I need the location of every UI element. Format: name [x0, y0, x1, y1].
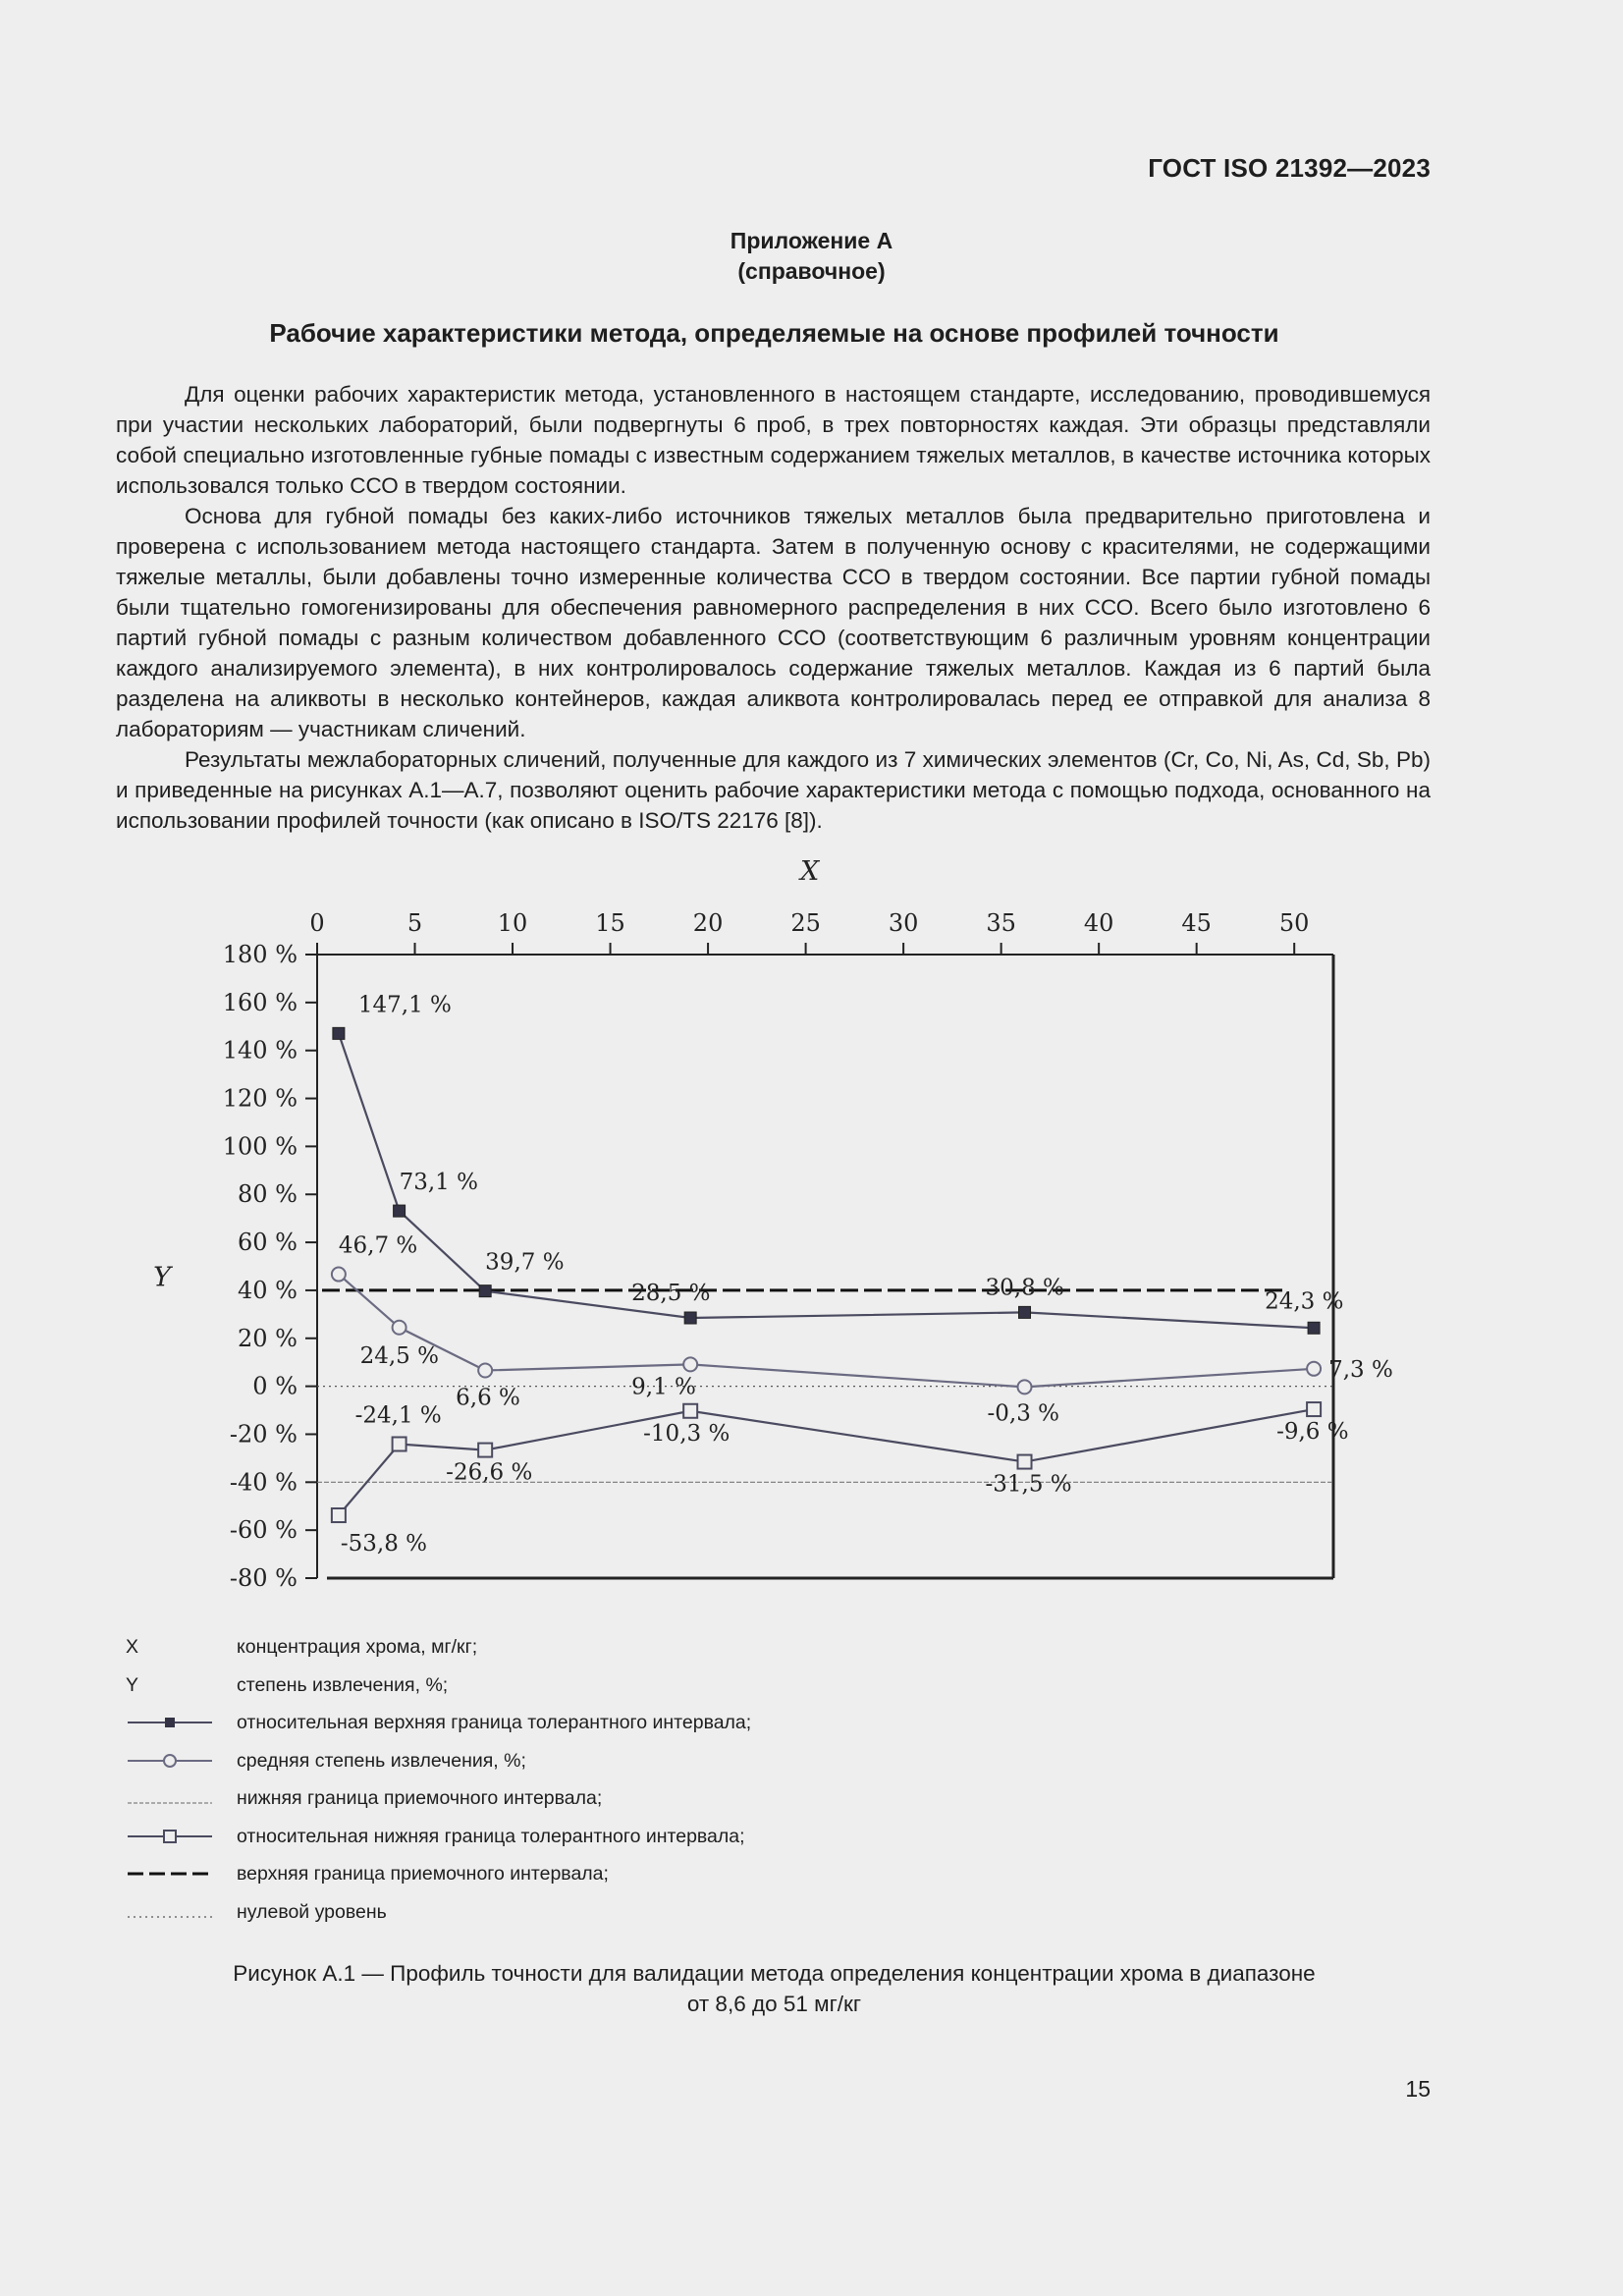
data-point-lower_tol	[1307, 1402, 1321, 1416]
x-tick-label: 15	[595, 909, 625, 937]
y-tick-label: 140 %	[222, 1036, 298, 1065]
y-tick-label: 160 %	[222, 988, 298, 1016]
legend-label: относительная нижняя граница толерантного интервала;	[237, 1825, 745, 1847]
x-tick-label: 0	[309, 909, 325, 937]
y-tick-label: 60 %	[238, 1229, 298, 1257]
data-point-lower_tol	[1018, 1455, 1032, 1469]
caption-line: от 8,6 до 51 мг/кг	[686, 1992, 862, 2016]
y-tick-label: 180 %	[222, 941, 298, 968]
data-point-mean	[393, 1321, 406, 1335]
data-label-lower_tol: -9,6 %	[1276, 1419, 1349, 1446]
y-tick-label: 120 %	[222, 1084, 298, 1113]
data-point-lower_tol	[478, 1444, 492, 1457]
paragraph: Основа для губной помады без каких-либо источников тяжелых металлов была предварительно приготовлена и проверена с использованием метода настоящего стандарта. Затем в полученную основу с красителями, не содержащими тяжелые металлы, были добавлены точно измеренные количества ССО в твердом состоянии. Все партии губной помады были тщательно гомогенизированы для обеспечения равномерного распределения в них ССО. Всего было изготовлено 6 партий губной помады с разным количеством добавленного ССО (соответствующим 6 различным уровням концентрации каждого анализируемого элемента), в них контролировалось содержание тяжелых металлов. Каждая из 6 партий была разделена на аликвоты в несколько контейнеров, каждая аликвота контролировалась перед ее отправкой для анализа 8 лабораториям — участникам сличений.	[116, 504, 1431, 741]
x-tick-label: 20	[692, 909, 724, 937]
data-point-upper_tol	[333, 1027, 345, 1039]
data-point-mean	[1018, 1380, 1032, 1394]
paragraph: Результаты межлабораторных сличений, полученные для каждого из 7 химических элементов (Cr, Co, Ni, As, Cd, Sb, Pb) и приведенные на рисунках А.1—А.7, позволяют оценить рабочие характеристики метода с помощью подхода, основанного на использовании профилей точности (как описано в ISO/TS 22176 [8]).	[116, 747, 1431, 833]
x-tick-label: 40	[1083, 909, 1114, 937]
open-circle-line-icon	[126, 1746, 224, 1776]
legend-label: степень извлечения, %;	[237, 1673, 449, 1696]
data-label-lower_tol: -10,3 %	[643, 1420, 730, 1447]
data-point-lower_tol	[683, 1404, 697, 1418]
document-id: ГОСТ ISO 21392—2023	[1148, 153, 1431, 183]
data-label-upper_tol: 147,1 %	[357, 992, 452, 1018]
data-point-mean	[683, 1357, 697, 1371]
x-tick-label: 30	[888, 909, 919, 937]
data-point-upper_tol	[1308, 1322, 1320, 1334]
legend-label: концентрация хрома, мг/кг;	[237, 1636, 478, 1658]
data-point-upper_tol	[479, 1285, 491, 1297]
data-point-lower_tol	[332, 1508, 346, 1522]
figure-caption	[0, 1958, 1548, 2019]
data-label-upper_tol: 73,1 %	[399, 1170, 478, 1196]
data-point-upper_tol	[684, 1312, 696, 1324]
x-tick-label: 45	[1181, 909, 1212, 937]
legend-label: нулевой уровень	[237, 1900, 387, 1923]
data-label-lower_tol: -24,1 %	[354, 1402, 442, 1429]
data-point-lower_tol	[393, 1437, 406, 1450]
annex-heading	[0, 226, 1623, 287]
data-label-mean: 6,6 %	[456, 1385, 520, 1411]
y-tick-label: 40 %	[238, 1276, 298, 1304]
data-point-mean	[332, 1268, 346, 1282]
thin-dashed-line-icon	[126, 1783, 224, 1813]
data-point-mean	[478, 1363, 492, 1377]
annex-subtitle: (справочное)	[737, 258, 886, 284]
x-tick-label: 35	[986, 909, 1016, 937]
data-label-upper_tol: 24,3 %	[1265, 1288, 1344, 1315]
legend-label: средняя степень извлечения, %;	[237, 1749, 526, 1772]
data-label-upper_tol: 28,5 %	[631, 1281, 711, 1307]
body-text	[116, 379, 1431, 836]
bold-dashed-line-icon	[126, 1859, 224, 1888]
x-axis-label: X	[799, 856, 820, 887]
legend-symbol: X	[126, 1636, 139, 1658]
data-label-mean: 7,3 %	[1328, 1356, 1393, 1383]
data-point-upper_tol	[394, 1205, 406, 1217]
y-tick-label: 100 %	[222, 1132, 298, 1161]
y-axis-label: Y	[153, 1262, 171, 1293]
filled-square-line-icon	[126, 1708, 224, 1737]
dotted-line-icon	[126, 1897, 224, 1927]
y-tick-label: 80 %	[238, 1180, 298, 1209]
accuracy-profile-chart	[137, 847, 1414, 1613]
data-label-mean: 24,5 %	[359, 1342, 439, 1369]
legend-label: относительная верхняя граница толерантного интервала;	[237, 1712, 752, 1733]
y-tick-label: -40 %	[229, 1468, 298, 1497]
legend-label: нижняя граница приемочного интервала;	[237, 1787, 603, 1809]
x-tick-label: 50	[1278, 909, 1310, 937]
y-tick-label: -20 %	[229, 1420, 298, 1449]
open-square-line-icon	[126, 1822, 224, 1851]
data-point-mean	[1307, 1362, 1321, 1376]
series-line-upper_tol	[339, 1033, 1314, 1328]
data-label-mean: 9,1 %	[631, 1374, 696, 1400]
data-label-lower_tol: -53,8 %	[340, 1531, 428, 1558]
x-tick-label: 5	[406, 909, 423, 937]
page-number: 15	[1405, 2076, 1431, 2102]
y-tick-label: -80 %	[229, 1564, 298, 1592]
data-label-lower_tol: -31,5 %	[985, 1471, 1072, 1498]
data-point-upper_tol	[1019, 1306, 1031, 1318]
x-tick-label: 25	[790, 909, 821, 937]
data-label-upper_tol: 30,8 %	[985, 1275, 1064, 1301]
data-label-mean: 46,7 %	[338, 1232, 418, 1259]
y-tick-label: 0 %	[252, 1372, 298, 1400]
annex-title: Приложение А	[730, 228, 893, 253]
data-label-mean: -0,3 %	[987, 1400, 1060, 1427]
legend-symbol: Y	[126, 1673, 139, 1696]
y-tick-label: 20 %	[238, 1324, 298, 1352]
section-title: Рабочие характеристики метода, определяемые на основе профилей точности	[269, 318, 1279, 348]
caption-line: Рисунок А.1 — Профиль точности для валидации метода определения концентрации хрома в диапазоне	[233, 1961, 1316, 1986]
data-label-upper_tol: 39,7 %	[485, 1249, 565, 1276]
y-tick-label: -60 %	[229, 1516, 298, 1545]
x-tick-label: 10	[497, 909, 528, 937]
paragraph: Для оценки рабочих характеристик метода, установленного в настоящем стандарте, исследованию, проводившемуся при участии нескольких лабораторий, были подвергнуты 6 проб, в трех повторностях каждая. Эти образцы представляли собой специально изготовленные губные помады с известным содержанием тяжелых металлов, в качестве источника которых использовался только ССО в твердом состоянии.	[116, 382, 1431, 498]
data-label-lower_tol: -26,6 %	[446, 1459, 533, 1486]
legend-label: верхняя граница приемочного интервала;	[237, 1863, 609, 1885]
